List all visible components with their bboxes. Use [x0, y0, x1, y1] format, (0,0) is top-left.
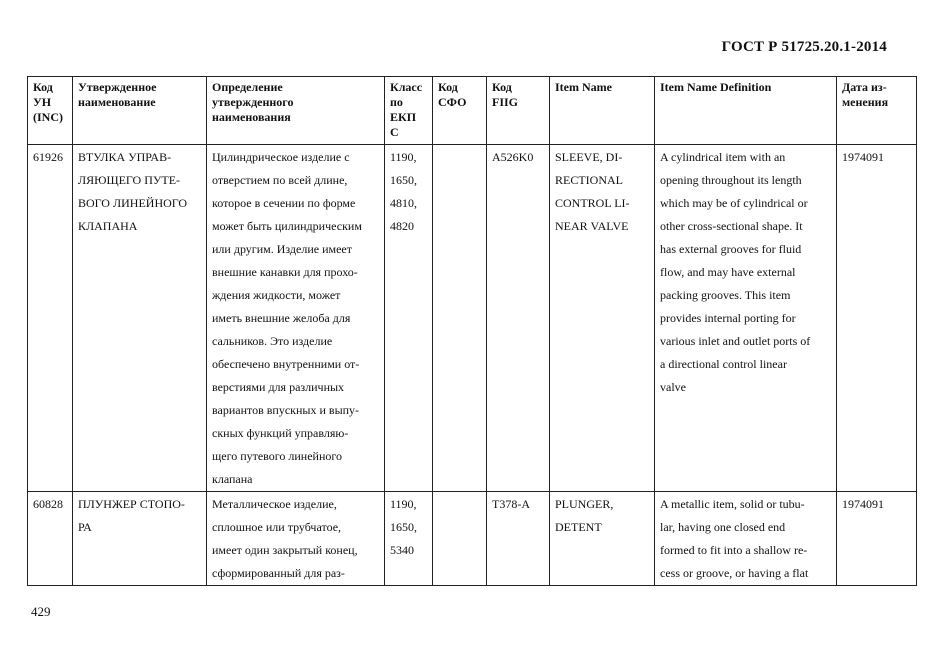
cell-text-line: RECTIONAL [555, 173, 623, 187]
cell-code-sfo [433, 492, 487, 586]
cell-text-line: has external grooves for fluid [660, 242, 802, 256]
cell-text-line: УН [33, 95, 52, 109]
header-definition [207, 77, 385, 145]
gost-classification-table [27, 76, 917, 586]
cell-text-line: утвержденного [212, 95, 294, 109]
cell-text-line: lar, having one closed end [660, 520, 786, 534]
cell-text-line: 4810, [390, 196, 417, 210]
header-class-ekps [385, 77, 433, 145]
cell-code-un: 61926 [28, 145, 73, 492]
header-item-name-definition [655, 77, 837, 145]
cell-class-ekps [385, 145, 433, 492]
cell-text-line: ВОГО ЛИНЕЙНОГО [78, 196, 188, 210]
cell-text-line: ждения жидкости, может [212, 288, 341, 302]
cell-text-line: скных функций управляю- [212, 426, 349, 440]
cell-text-line: клапана [212, 472, 253, 486]
cell-text-line: CONTROL LI- [555, 196, 630, 210]
cell-text-line: 1190, [390, 497, 417, 511]
cell-text-line: Дата из- [842, 80, 887, 94]
cell-text-line: 1650, [390, 520, 417, 534]
cell-definition [207, 145, 385, 492]
cell-text-line: Item Name [555, 80, 612, 94]
cell-text-line: Код [33, 80, 53, 94]
cell-text-line: отверстием по всей длине, [212, 173, 348, 187]
cell-text-line: a directional control linear [660, 357, 787, 371]
cell-text-line: Класс [390, 80, 423, 94]
table-row [28, 492, 917, 586]
cell-text-line: valve [660, 380, 686, 394]
header-code-un [28, 77, 73, 145]
cell-text-line: ЕКП [390, 110, 417, 124]
cell-approved-name [73, 492, 207, 586]
cell-text-line: 1650, [390, 173, 417, 187]
document-title: ГОСТ Р 51725.20.1-2014 [721, 39, 887, 55]
cell-text-line: A cylindrical item with an [660, 150, 786, 164]
cell-text-line: Утвержденное [78, 80, 157, 94]
cell-text-line: 1190, [390, 150, 417, 164]
cell-text-line: various inlet and outlet ports of [660, 334, 811, 348]
cell-text-line: which may be of cylindrical or [660, 196, 808, 210]
cell-text-line: opening throughout its length [660, 173, 802, 187]
cell-item-name-definition [655, 492, 837, 586]
cell-code-fiig: T378-A [487, 492, 550, 586]
cell-text-line: обеспечено внутренними от- [212, 357, 360, 371]
cell-text-line: СФО [438, 95, 467, 109]
cell-text-line: наименования [212, 110, 291, 124]
header-item-name [550, 77, 655, 145]
header-code-sfo [433, 77, 487, 145]
table-row [28, 145, 917, 492]
header-code-fiig [487, 77, 550, 145]
cell-class-ekps [385, 492, 433, 586]
cell-approved-name [73, 145, 207, 492]
cell-text-line: менения [842, 95, 889, 109]
cell-item-name [550, 145, 655, 492]
cell-text-line: Код [492, 80, 512, 94]
cell-change-date: 1974091 [837, 492, 917, 586]
cell-text-line: packing grooves. This item [660, 288, 791, 302]
cell-text-line: иметь внешние желоба для [212, 311, 351, 325]
cell-text-line: может быть цилиндрическим [212, 219, 362, 233]
cell-text-line: (INC) [33, 110, 63, 124]
cell-text-line: SLEEVE, DI- [555, 150, 623, 164]
cell-text-line: имеет один закрытый конец, [212, 543, 358, 557]
cell-text-line: DETENT [555, 520, 602, 534]
cell-text-line: РА [78, 520, 92, 534]
cell-code-fiig: A526K0 [487, 145, 550, 492]
cell-item-name-definition [655, 145, 837, 492]
cell-definition [207, 492, 385, 586]
cell-text-line: PLUNGER, [555, 497, 614, 511]
page-number: 429 [31, 604, 51, 619]
cell-text-line: 4820 [390, 219, 414, 233]
cell-text-line: КЛАПАНА [78, 219, 138, 233]
cell-text-line: cess or groove, or having a flat [660, 566, 809, 580]
cell-text-line: верстиями для различных [212, 380, 345, 394]
cell-text-line: A metallic item, solid or tubu- [660, 497, 805, 511]
cell-text-line: которое в сечении по форме [212, 196, 356, 210]
cell-change-date: 1974091 [837, 145, 917, 492]
cell-code-sfo [433, 145, 487, 492]
cell-text-line: щего путевого линейного [212, 449, 343, 463]
cell-text-line: Код [438, 80, 458, 94]
cell-text-line: formed to fit into a shallow re- [660, 543, 808, 557]
cell-text-line: сформированный для раз- [212, 566, 345, 580]
cell-text-line: NEAR VALVE [555, 219, 629, 233]
header-change-date [837, 77, 917, 145]
header-approved-name [73, 77, 207, 145]
cell-text-line: или другим. Изделие имеет [212, 242, 352, 256]
cell-text-line: Цилиндрическое изделие с [212, 150, 350, 164]
cell-text-line: 5340 [390, 543, 414, 557]
cell-text-line: сплошное или трубчатое, [212, 520, 342, 534]
cell-text-line: ЛЯЮЩЕГО ПУТЕ- [78, 173, 181, 187]
cell-text-line: вариантов впускных и выпу- [212, 403, 360, 417]
cell-text-line: наименование [78, 95, 156, 109]
cell-text-line: other cross-sectional shape. It [660, 219, 803, 233]
cell-text-line: С [390, 125, 399, 139]
cell-text-line: Item Name Definition [660, 80, 772, 94]
cell-text-line: ВТУЛКА УПРАВ- [78, 150, 172, 164]
header-row [28, 77, 917, 145]
cell-text-line: Металлическое изделие, [212, 497, 337, 511]
cell-item-name [550, 492, 655, 586]
cell-text-line: Определение [212, 80, 283, 94]
cell-text-line: flow, and may have external [660, 265, 796, 279]
cell-text-line: ПЛУНЖЕР СТОПО- [78, 497, 185, 511]
cell-code-un: 60828 [28, 492, 73, 586]
cell-text-line: по [390, 95, 403, 109]
cell-text-line: внешние канавки для прохо- [212, 265, 358, 279]
cell-text-line: сальников. Это изделие [212, 334, 333, 348]
cell-text-line: FIIG [492, 95, 519, 109]
cell-text-line: provides internal porting for [660, 311, 796, 325]
